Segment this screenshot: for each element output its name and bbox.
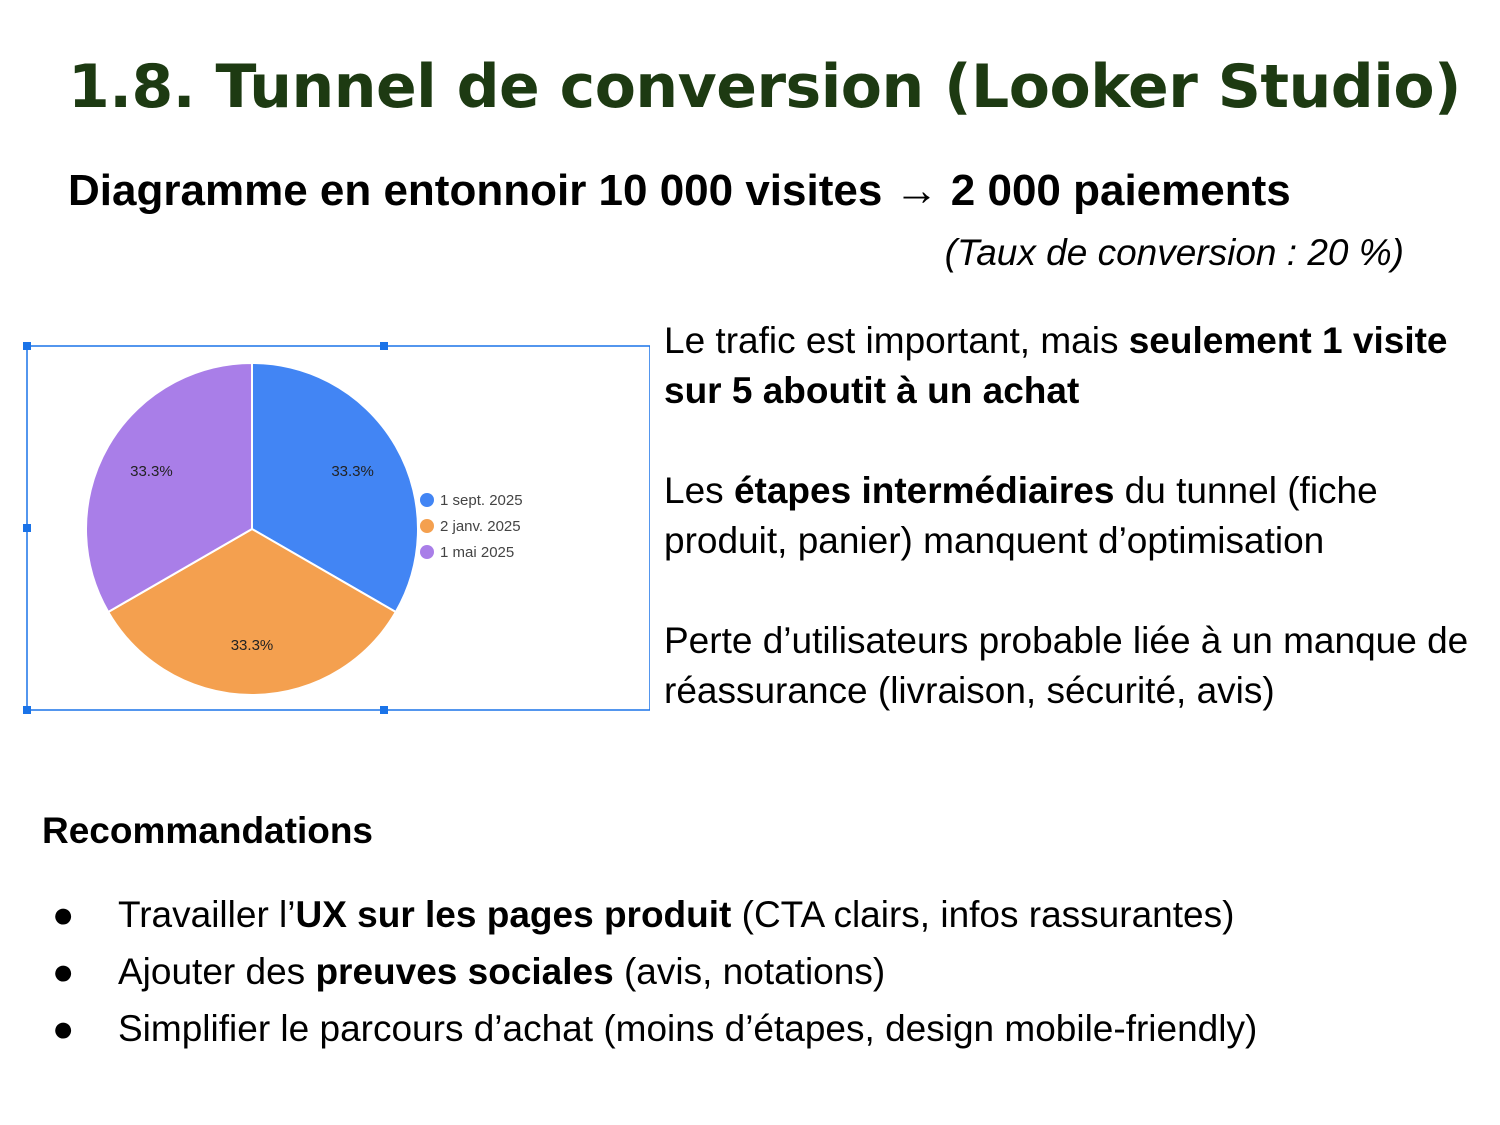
analysis-point: Le trafic est important, mais seulement 1 visite sur 5 aboutit à un achat [664, 320, 1448, 411]
selection-handle [380, 342, 388, 350]
recommendations-heading: Recommandations [42, 810, 374, 851]
list-item: ● Ajouter des preuves sociales (avis, notations) [48, 947, 1257, 1004]
analysis-point: Perte d’utilisateurs probable liée à un manque de réassurance (livraison, sécurité, avis) [664, 620, 1469, 711]
bullet-icon: ● [52, 894, 75, 935]
legend-label: 1 sept. 2025 [440, 492, 523, 509]
slide-subtitle: Diagramme en entonnoir 10 000 visites → 2 000 paiements [68, 166, 1291, 215]
list-item: ● Travailler l’UX sur les pages produit (CTA clairs, infos rassurantes) [48, 890, 1257, 947]
selection-handle [23, 342, 31, 350]
recommendations-list [48, 890, 1257, 1061]
selection-handle [23, 706, 31, 714]
legend-label: 2 janv. 2025 [440, 518, 521, 535]
selection-handle [380, 706, 388, 714]
selection-handle [23, 524, 31, 532]
pie-chart[interactable] [0, 310, 650, 720]
pie-chart-container[interactable] [0, 310, 650, 720]
slice-label: 33.3% [230, 637, 274, 655]
list-item: ● Simplifier le parcours d’achat (moins d’étapes, design mobile-friendly) [48, 1004, 1257, 1061]
analysis-point: Les étapes intermédiaires du tunnel (fiche produit, panier) manquent d’optimisation [664, 470, 1378, 561]
legend-label: 1 mai 2025 [440, 544, 515, 561]
conversion-rate-note: (Taux de conversion : 20 %) [944, 232, 1404, 273]
slice-label: 33.3% [331, 462, 374, 480]
bullet-icon: ● [52, 1008, 75, 1049]
legend-marker [420, 519, 434, 533]
analysis-points [664, 316, 1484, 766]
legend-marker [420, 545, 434, 559]
slice-label: 33.3% [130, 462, 173, 480]
slide-title: 1.8. Tunnel de conversion (Looker Studio) [68, 52, 1461, 122]
bullet-icon: ● [52, 951, 75, 992]
legend-marker [420, 493, 434, 507]
